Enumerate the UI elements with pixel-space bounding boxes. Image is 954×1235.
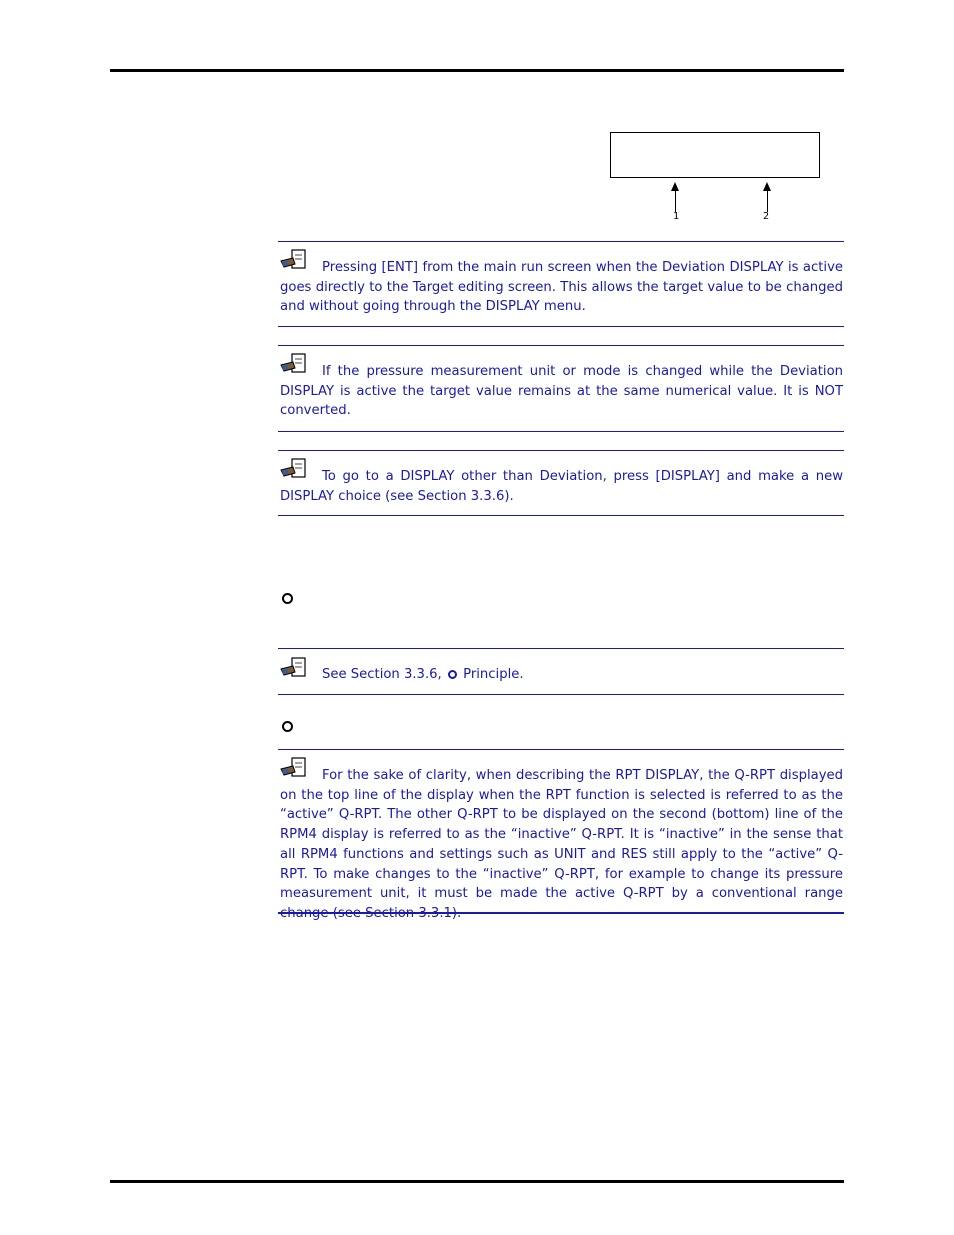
note-text: For the sake of clarity, when describing the RPT DISPLAY, the Q-RPT displayed on the top line of the display when the RPT function is selected is referred to as the “active” Q-RPT. The other Q-RPT to be displayed on the second (bottom) line of the RPM4 display is referred to as the “inactive” Q-RPT. It is “inactive” in the sense that all RPM4 functions and settings such as UNIT and RES still apply to the “active” Q-RPT. To make changes to the “inactive” Q-RPT, for example to change its pressure measurement unit, it must be made the active Q-RPT by a conventional range change (see Section 3.3.1). <box>280 768 843 921</box>
note-unit-change <box>278 345 844 432</box>
hollow-circle-bullet-icon <box>282 721 293 732</box>
note-deviation-enter <box>278 241 844 327</box>
arrow-1 <box>670 182 682 212</box>
hollow-circle-bullet-icon <box>448 670 457 679</box>
note-text: To go to a DISPLAY other than Deviation, press [DISPLAY] and make a new DISPLAY choice (see Section 3.3.6). <box>280 469 843 504</box>
note-text: If the pressure measurement unit or mode is changed while the Deviation DISPLAY is active the target value remains at the same numerical value. It is NOT converted. <box>280 364 843 419</box>
note-text: Pressing [ENT] from the main run screen when the Deviation DISPLAY is active goes directly to the Target editing screen. This allows the target value to be changed and without going through the DISPLAY menu. <box>280 260 843 315</box>
note-active-inactive-qrpt <box>278 749 844 921</box>
arrow-label-1: 1 <box>673 211 680 222</box>
header-rule <box>110 69 844 72</box>
note-text-start: See Section 3.3.6, <box>322 667 446 682</box>
arrow-label-2: 2 <box>763 211 770 222</box>
note-see-section <box>278 648 844 695</box>
hollow-circle-bullet-icon <box>282 593 293 604</box>
note-text <box>280 665 843 685</box>
display-box <box>610 132 820 178</box>
footer-rule <box>110 1180 844 1183</box>
note-text-end: Principle. <box>458 667 524 682</box>
note-other-display <box>278 450 844 516</box>
arrow-2 <box>762 182 774 212</box>
